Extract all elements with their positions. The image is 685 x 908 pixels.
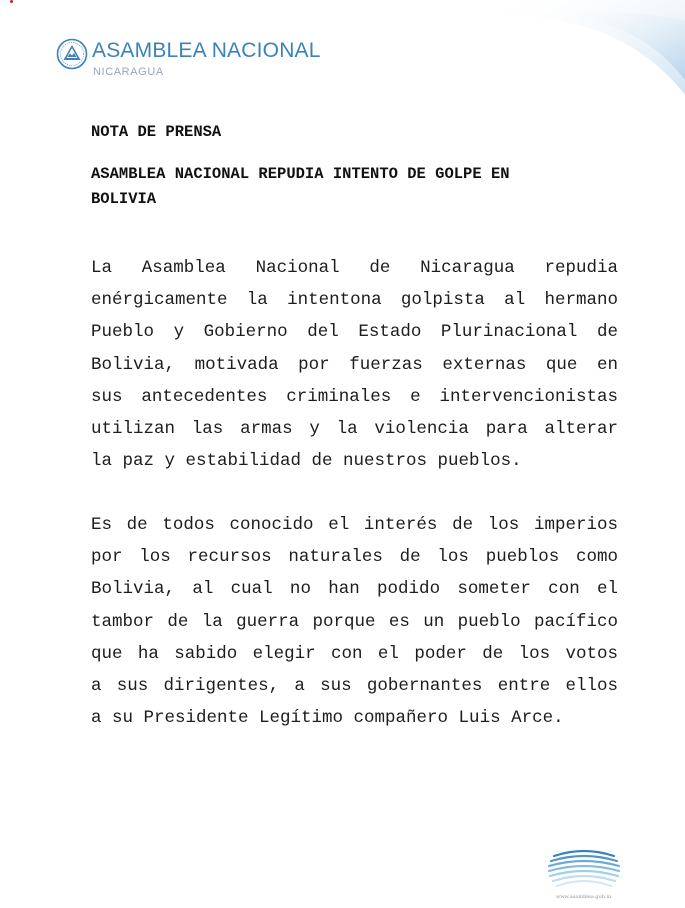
paragraph-line: a su Presidente Legítimo compañero Luis Arce. [91, 708, 564, 729]
paragraph-line: a sus dirigentes, a sus gobernantes entre ellos [91, 675, 618, 696]
corner-mark [10, 0, 13, 3]
paragraph-line: Es de todos conocido el interés de los imperios [91, 515, 618, 535]
coat-of-arms-icon [56, 38, 88, 70]
body-paragraph [91, 509, 618, 734]
assembly-hemicycle-icon [546, 848, 622, 888]
paragraph-line: tambor de la guerra porque es un pueblo pacífico [91, 611, 618, 632]
paragraph-line: por los recursos naturales de los pueblos como [91, 547, 618, 568]
document-label: NOTA DE PRENSA [91, 123, 222, 141]
paragraph-line: sus antecedentes criminales e intervencionistas [91, 386, 618, 407]
paragraph-line: Pueblo y Gobierno del Estado Plurinacional de [91, 322, 618, 343]
paragraph-line: utilizan las armas y la violencia para alterar [91, 418, 618, 439]
organization-logo [56, 38, 356, 84]
paragraph-line: que ha sabido elegir con el poder de los votos [91, 643, 618, 664]
paragraph-line: Bolivia, al cual no han podido someter con el [91, 579, 618, 600]
organization-country: NICARAGUA [93, 66, 164, 78]
paragraph-line: enérgicamente la intentona golpista al hermano [91, 290, 618, 311]
paragraph-line: La Asamblea Nacional de Nicaragua repudia [91, 258, 618, 278]
organization-name: ASAMBLEA NACIONAL [92, 39, 321, 62]
document-title-line: ASAMBLEA NACIONAL REPUDIA INTENTO DE GOLPE EN [91, 165, 510, 183]
body-paragraph [91, 252, 618, 477]
footer-website: www.asamblea.gob.ni [556, 894, 612, 900]
document-title-line: BOLIVIA [91, 190, 157, 208]
paragraph-line: Bolivia, motivada por fuerzas externas que en [91, 354, 618, 375]
paragraph-line: la paz y estabilidad de nuestros pueblos. [91, 451, 522, 472]
corner-swoosh-decoration [485, 0, 685, 130]
